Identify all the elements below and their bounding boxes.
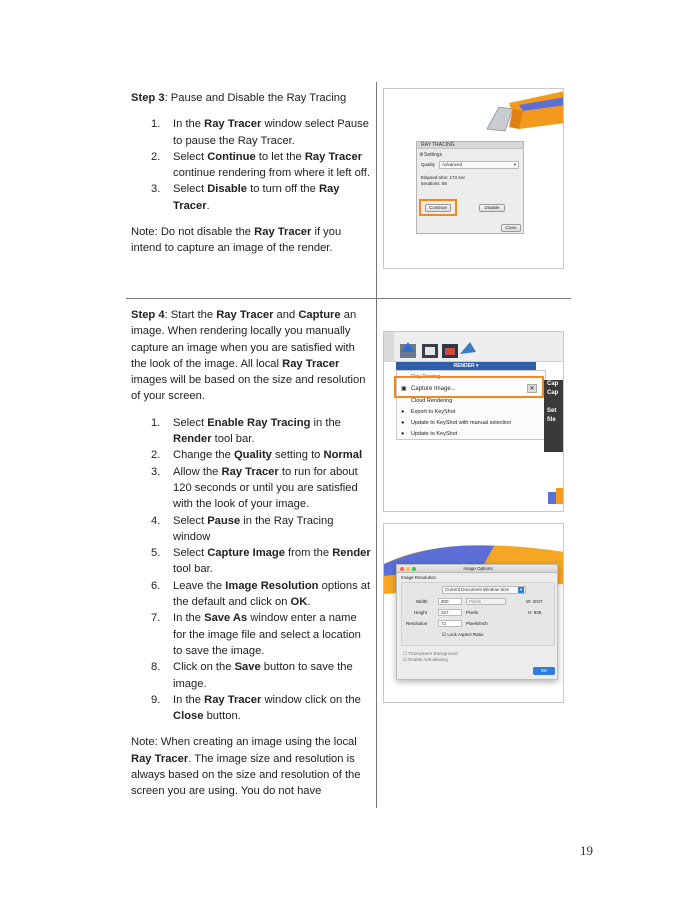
list-item (131, 578, 371, 611)
list-item (131, 464, 371, 513)
height-field[interactable]: 327 (438, 609, 462, 616)
continue-button[interactable]: Continue (425, 204, 451, 212)
text-run: Select (173, 514, 208, 527)
bold-text: Capture Image (207, 547, 285, 560)
bold-text: Close (173, 710, 204, 723)
section-title: Image Resolution (401, 575, 437, 580)
ray-tracing-dialog (416, 141, 524, 234)
width-label: Width (416, 599, 428, 604)
utility-knife-image (479, 89, 564, 137)
list-number: 7. (151, 612, 161, 625)
list-item (131, 659, 371, 692)
bold-text: Image Resolution (225, 579, 319, 592)
lock-aspect-checkbox[interactable]: ☑ Lock Aspect Ratio (442, 632, 484, 637)
bold-text: Ray Tracer (216, 309, 274, 321)
continue-highlight (419, 199, 457, 216)
tooltip-panel: Cap Cap Set file (544, 380, 564, 452)
knife-fragment-image (544, 484, 564, 512)
toolbar-strip (384, 332, 564, 362)
text-run: In the (173, 612, 205, 625)
text-run: Leave the (173, 579, 226, 592)
text-run: window click on the (261, 693, 361, 706)
resolution-unit: Pixels/Inch (466, 621, 488, 626)
camera-icon: ▣ (401, 386, 407, 392)
width-field[interactable]: 800 (438, 598, 462, 605)
text-run: to run for about 120 seconds or until you are satisfied with the look of your image. (173, 465, 358, 511)
close-button[interactable]: Close (501, 224, 521, 232)
text-run: . The image size and resolution is always based on the size and resolution of the screen you are using. You do not have (131, 752, 361, 798)
checkbox-icon: ☐ (403, 651, 408, 656)
height-unit: Pixels (466, 610, 479, 615)
step4-section (131, 307, 371, 800)
disable-button[interactable]: Disable (479, 204, 505, 212)
text-run: In the (173, 693, 205, 706)
render-toolbar-icons (398, 338, 476, 360)
chevron-down-icon: ▾ (513, 162, 516, 167)
close-icon[interactable]: ✕ (527, 384, 537, 393)
step4-note (131, 734, 371, 799)
iterations-count: Iterations: 86 (421, 181, 448, 186)
text-run: options at the default and click on (173, 579, 371, 609)
list-number: 9. (151, 693, 161, 706)
check-icon: ☑ (442, 632, 447, 637)
column-divider (376, 82, 377, 808)
page-number: 19 (580, 843, 593, 858)
width-unit-select[interactable]: Pixels (466, 598, 506, 605)
capture-image-highlight (394, 376, 544, 398)
text-run: tool bar. (173, 563, 213, 576)
text-run: : Start the (164, 309, 217, 321)
text-run: an image. When rendering locally you manually capture an image when you are satisfied with the look of the image. All local (131, 309, 357, 370)
ok-button[interactable]: OK (533, 667, 555, 675)
check-icon: ☑ (403, 657, 408, 662)
keyshot-icon: ● (401, 420, 405, 426)
quality-label: Quality (421, 162, 436, 167)
text-run: window enter a name for the image file and select a location to save the image. (173, 612, 361, 657)
text-run: Note: When creating an image using the local (131, 736, 357, 749)
menu-item-capture-image[interactable]: ▣ Capture Image... ✕ (399, 383, 539, 395)
list-number: 3. (151, 465, 161, 478)
size-preset-select[interactable]: Current Document Window Size ▾ (442, 586, 526, 594)
list-item: 2. Select Continue to let the Ray Tracer continue rendering from where it left off. (151, 150, 370, 180)
list-item: 1. In the Ray Tracer window select Pause to pause the Ray Tracer. (151, 118, 369, 147)
chevron-down-icon: ▾ (519, 587, 523, 592)
text-run: images will be based on the size and resolution of your screen. (131, 374, 366, 403)
render-menu-screenshot (383, 331, 564, 512)
bold-text: OK (290, 596, 308, 609)
step4-list (131, 415, 371, 725)
antialias-checkbox[interactable]: ☑ Enable Anti-aliasing (403, 657, 448, 662)
bold-text: Quality (233, 449, 272, 462)
bold-text: Ray Tracer (204, 693, 262, 706)
dialog-title: RAY TRACING (421, 142, 455, 148)
list-number: 4. (151, 514, 161, 527)
text-run: . (307, 596, 311, 609)
text-run: button. (203, 710, 241, 723)
bold-text: Ray Tracer (221, 465, 279, 478)
list-item (131, 415, 371, 448)
list-number: 8. (151, 661, 161, 674)
step3-section (131, 90, 371, 257)
step3-list (131, 116, 371, 214)
list-item (131, 545, 371, 578)
list-item (131, 447, 371, 463)
ray-tracing-screenshot (383, 88, 564, 269)
width-readout: W: 2047 (526, 599, 543, 604)
step3-title: Step 3: Pause and Disable the Ray Tracing (131, 92, 347, 104)
bold-text: Normal (323, 449, 363, 462)
height-readout: H: 838 (528, 610, 542, 615)
text-run: from the (284, 547, 333, 560)
image-options-dialog (396, 564, 558, 680)
dialog-titlebar (397, 565, 557, 573)
bold-text: Render (332, 547, 371, 560)
resolution-label: Resolution (406, 621, 428, 626)
text-run: in the Ray Tracing window (173, 514, 334, 543)
bold-text: Enable Ray Tracing (207, 416, 311, 429)
list-item: 3. Select Disable to turn off the Ray Tracer. (151, 183, 340, 212)
height-label: Height (414, 610, 428, 615)
list-number: 2. (151, 449, 161, 462)
list-item (131, 692, 371, 725)
settings-label: Settings (424, 152, 443, 158)
step4-intro: Step 4: Start the Ray Tracer and Capture an image. When rendering locally you manually capture an image when you are satisfied with the look of the image. All local Ray Tracer images will be based on the size and resolution of your screen. (131, 309, 366, 403)
text-run: Allow the (173, 465, 222, 478)
text-run: Change the (173, 449, 234, 462)
dialog-titlebar (417, 142, 523, 149)
menu-item-cloud-rendering[interactable]: Cloud Rendering (411, 398, 453, 404)
text-run: Select (173, 416, 208, 429)
keyshot-icon: ● (401, 409, 405, 415)
menu-item-export-keyshot[interactable]: Export to KeyShot (411, 409, 456, 415)
text-run: in the (310, 416, 341, 429)
bold-text: Ray Tracer (131, 752, 189, 765)
menu-item-ray-tracing[interactable]: Ray Tracing (411, 374, 441, 380)
bold-text: Ray Tracer (282, 357, 340, 370)
text-run: tool bar. (211, 433, 255, 446)
bold-text: Save As (204, 612, 248, 625)
resolution-field[interactable]: 72 (438, 620, 462, 627)
render-menu-header[interactable]: RENDER ▾ (396, 362, 536, 370)
menu-item-update-manual[interactable]: Update to KeyShot with manual selection (411, 420, 512, 426)
text-run: Click on the (173, 661, 235, 674)
gear-icon: ⚙ (419, 152, 424, 158)
step3-note: Note: Do not disable the Ray Tracer if you intend to capture an image of the render. (131, 226, 342, 255)
image-options-screenshot (383, 523, 564, 703)
elapsed-time: Elapsed time: 173 sec (421, 175, 466, 180)
menu-item-update-keyshot[interactable]: Update to KeyShot (411, 431, 458, 437)
row-divider (126, 298, 571, 299)
resolution-group (401, 582, 555, 646)
keyshot-icon: ● (401, 431, 405, 437)
list-number: 1. (151, 416, 161, 429)
text-run: button to save the image. (173, 661, 353, 690)
list-item (131, 513, 371, 546)
text-run: setting to (271, 449, 324, 462)
text-run: and (273, 309, 299, 321)
bold-text: Capture (298, 309, 341, 321)
bold-text: Pause (207, 514, 241, 527)
list-item (131, 610, 371, 659)
list-number: 6. (151, 579, 161, 592)
transparent-checkbox[interactable]: ☐ Transparent Background (403, 651, 458, 656)
text-run: Select (173, 547, 208, 560)
dialog-title: Image Options (463, 566, 493, 571)
quality-select[interactable]: Advanced ▾ (439, 161, 519, 169)
bold-text: Render (173, 433, 212, 446)
bold-text: Save (234, 661, 261, 674)
list-number: 5. (151, 547, 161, 560)
